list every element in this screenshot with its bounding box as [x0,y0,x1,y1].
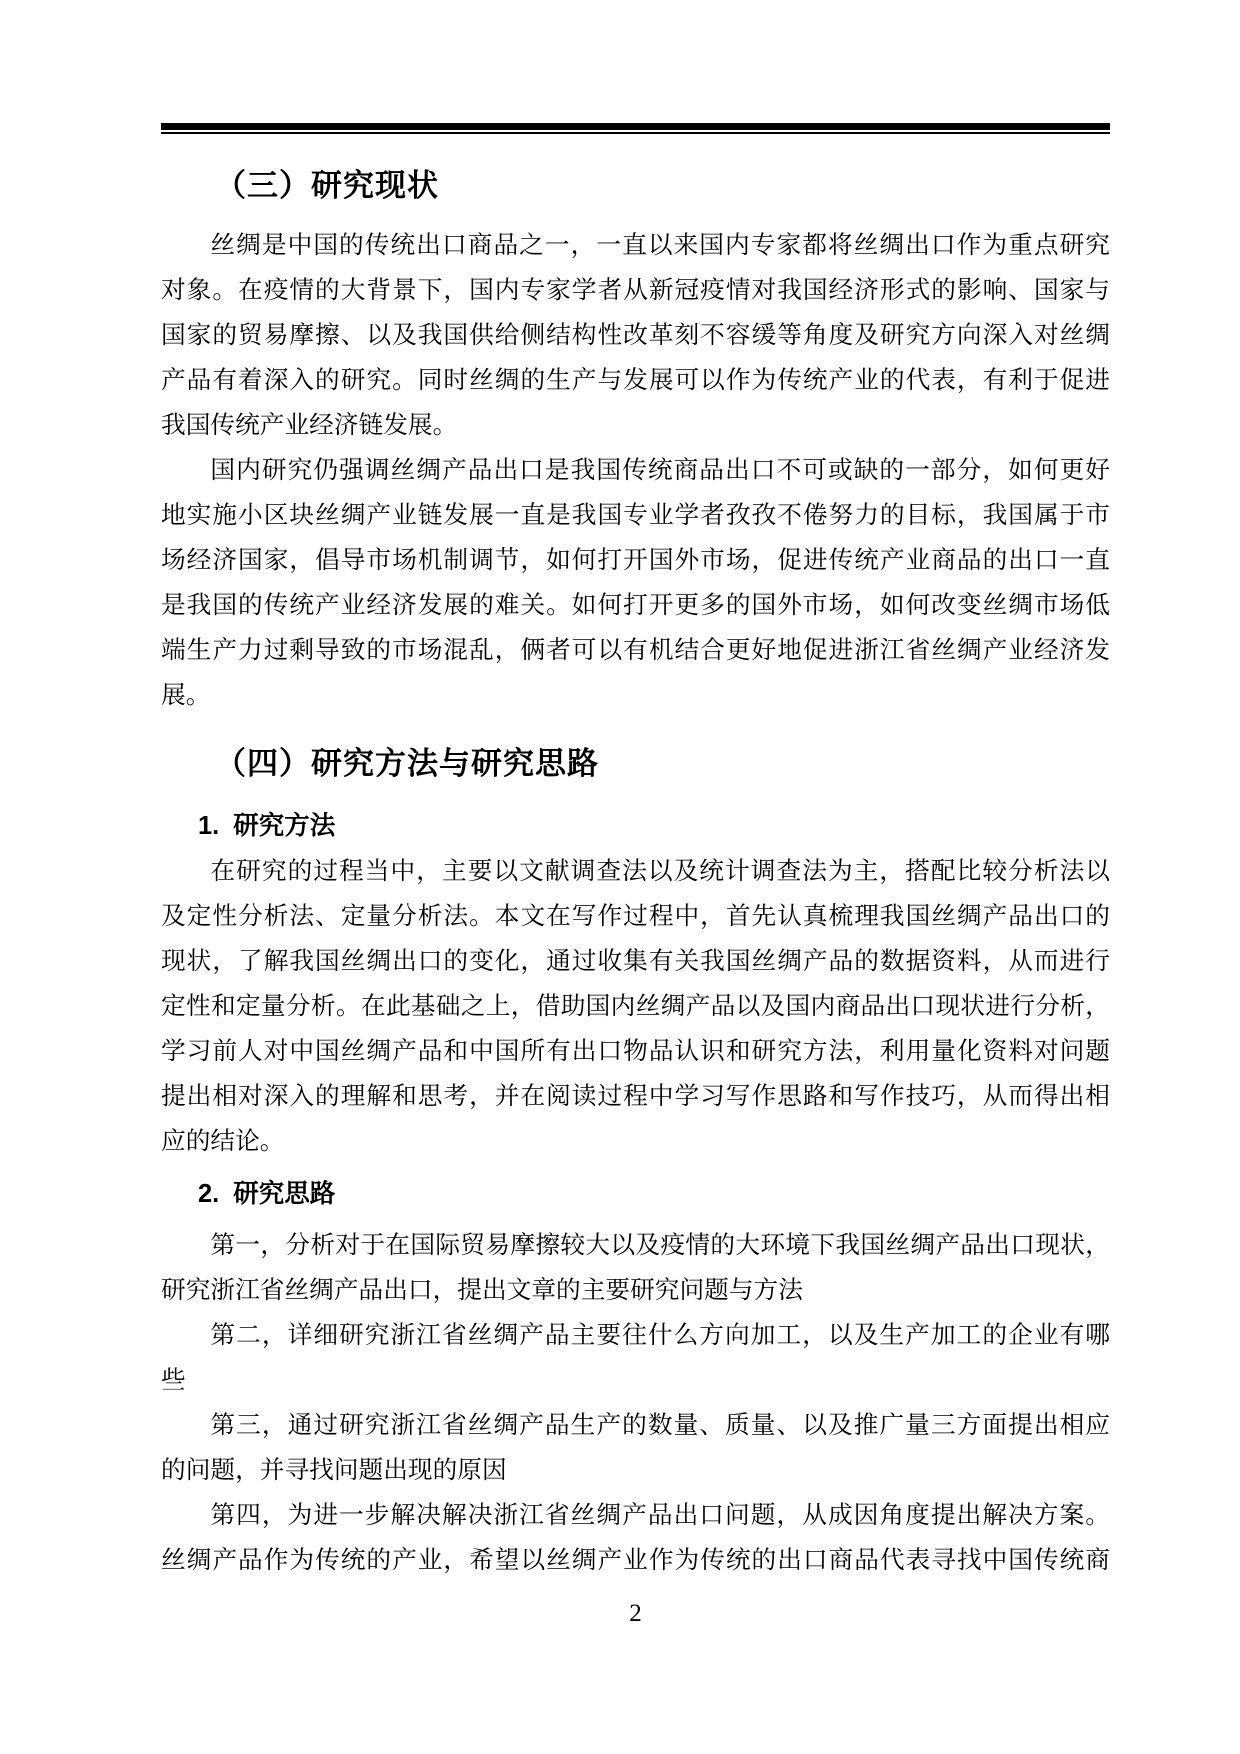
subsection-number: 1. [198,812,220,840]
section-4-heading: （四）研究方法与研究思路 [215,746,599,781]
text-line: 第四，为进一步解决解决浙江省丝绸产品出口问题，从成因角度提出解决方案。 [210,1502,1110,1529]
text-line: 些 [161,1367,186,1394]
text-line: 的问题，并寻找问题出现的原因 [161,1457,507,1484]
text-line: 国内研究仍强调丝绸产品出口是我国传统商品出口不可或缺的一部分，如何更好 [210,457,1110,484]
text-line: 现状，了解我国丝绸出口的变化，通过收集有关我国丝绸产品的数据资料，从而进行 [161,948,1110,975]
text-line: 丝绸是中国的传统出口商品之一，一直以来国内专家都将丝绸出口作为重点研究 [210,232,1110,259]
text-column [161,123,1110,1629]
subsection-2-heading [198,1172,1110,1217]
page-number: 2 [629,1600,642,1627]
paragraph [161,1223,1110,1313]
section-3-heading: （三）研究现状 [215,168,439,203]
text-line: 是我国的传统产业经济发展的难关。如何打开更多的国外市场，如何改变丝绸市场低 [161,592,1110,619]
text-line: 国家的贸易摩擦、以及我国供给侧结构性改革刻不容缓等角度及研究方向深入对丝绸 [161,322,1110,349]
text-line: 端生产力过剩导致的市场混乱，俩者可以有机结合更好地促进浙江省丝绸产业经济发 [161,637,1110,664]
paragraph [161,1313,1110,1403]
text-line: 第二，详细研究浙江省丝绸产品主要往什么方向加工，以及生产加工的企业有哪 [210,1322,1110,1349]
paragraph [161,223,1110,448]
text-line: 学习前人对中国丝绸产品和中国所有出口物品认识和研究方法，利用量化资料对问题 [161,1038,1110,1065]
text-line: 第一，分析对于在国际贸易摩擦较大以及疫情的大环境下我国丝绸产品出口现状， [210,1232,1110,1259]
text-line: 应的结论。 [161,1128,285,1155]
text-line: 场经济国家，倡导市场机制调节，如何打开国外市场，促进传统产业商品的出口一直 [161,547,1110,574]
text-line: 第三，通过研究浙江省丝绸产品生产的数量、质量、以及推广量三方面提出相应 [210,1412,1110,1439]
text-line: 对象。在疫情的大背景下，国内专家学者从新冠疫情对我国经济形式的影响、国家与 [161,277,1110,304]
paragraph [161,1493,1110,1583]
text-line: 提出相对深入的理解和思考，并在阅读过程中学习写作思路和写作技巧，从而得出相 [161,1083,1110,1110]
subsection-number: 2. [198,1180,220,1208]
text-line: 研究浙江省丝绸产品出口，提出文章的主要研究问题与方法 [161,1277,803,1304]
text-line: 产品有着深入的研究。同时丝绸的生产与发展可以作为传统产业的代表，有利于促进 [161,367,1110,394]
subsection-title: 研究思路 [233,1180,336,1208]
text-line: 定性和定量分析。在此基础之上，借助国内丝绸产品以及国内商品出口现状进行分析， [161,993,1110,1020]
header-rule [161,123,1110,134]
paragraph [161,448,1110,718]
text-line: 及定性分析法、定量分析法。本文在写作过程中，首先认真梳理我国丝绸产品出口的 [161,903,1110,930]
paragraph [161,1403,1110,1493]
subsection-1-heading [198,804,1110,849]
text-line: 丝绸产品作为传统的产业，希望以丝绸产业作为传统的出口商品代表寻找中国传统商 [161,1547,1110,1574]
subsection-title: 研究方法 [233,812,336,840]
text-line: 地实施小区块丝绸产业链发展一直是我国专业学者孜孜不倦努力的目标，我国属于市 [161,502,1110,529]
text-line: 在研究的过程当中，主要以文献调查法以及统计调查法为主，搭配比较分析法以 [210,858,1110,885]
text-line: 展。 [161,682,211,709]
paragraph [161,849,1110,1164]
text-line: 我国传统产业经济链发展。 [161,412,458,439]
